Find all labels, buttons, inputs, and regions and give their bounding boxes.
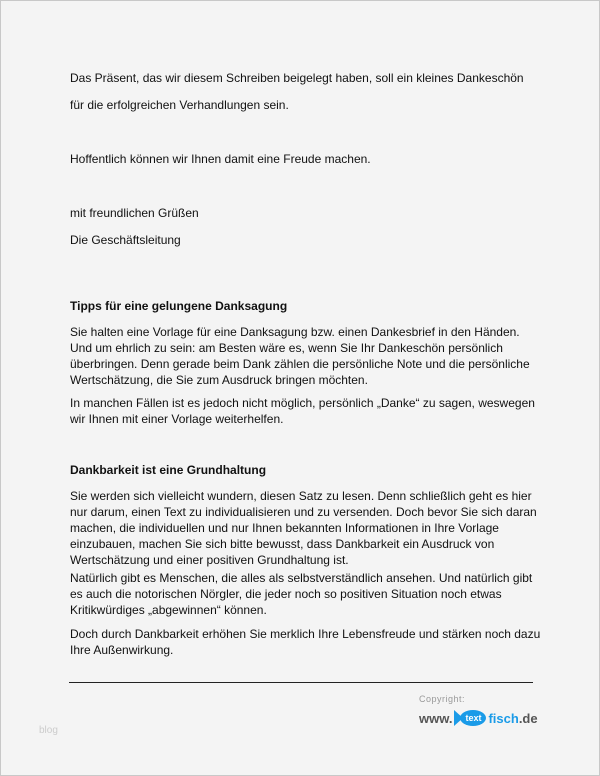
section2-paragraph-1 bbox=[70, 488, 540, 568]
text-line: In manchen Fällen ist es jedoch nicht möglich, persönlich „Danke“ zu sagen, weswegen bbox=[70, 396, 535, 410]
letter-line-1 bbox=[70, 70, 540, 86]
text-line: machen, die individuellen und nur Ihnen bekannten Informationen in Ihre Vorlage bbox=[70, 521, 499, 535]
text-line: Kritikwürdiges „abgewinnen“ können. bbox=[70, 603, 267, 617]
section2-paragraph-3 bbox=[70, 626, 540, 658]
section1-paragraph-2 bbox=[70, 395, 540, 427]
section2-paragraph-2 bbox=[70, 570, 540, 618]
text-line: Hoffentlich können wir Ihnen damit eine Freude machen. bbox=[70, 152, 371, 166]
text-line: Sie werden sich vielleicht wundern, diesen Satz zu lesen. Denn schließlich geht es hier bbox=[70, 489, 532, 503]
text-line: Sie halten eine Vorlage für eine Danksagung bzw. einen Dankesbrief in den Händen. bbox=[70, 325, 520, 339]
text-line: Natürlich gibt es Menschen, die alles als selbstverständlich ansehen. Und natürlich gibt bbox=[70, 571, 533, 585]
text-line: nur darum, einen Text zu individualisieren und zu versenden. Doch bevor Sie sich daran bbox=[70, 505, 537, 519]
copyright-label: Copyright: bbox=[419, 694, 466, 704]
section2-heading bbox=[70, 462, 540, 478]
logo-www: www. bbox=[419, 710, 453, 726]
text-line: Und um ehrlich zu sein: am Besten wäre es, wenn Sie Ihr Dankeschön persönlich bbox=[70, 341, 503, 355]
logo-fisch: fisch bbox=[488, 710, 519, 726]
signature bbox=[70, 232, 540, 248]
text-line: Wertschätzung, die Sie zum Ausdruck bringen möchten. bbox=[70, 373, 368, 387]
heading-text: Tipps für eine gelungene Danksagung bbox=[70, 299, 288, 313]
text-line: Doch durch Dankbarkeit erhöhen Sie merklich Ihre Lebensfreude und stärken noch dazu bbox=[70, 627, 541, 641]
signature-text: Die Geschäftsleitung bbox=[70, 233, 181, 247]
text-line: einzubauen, machen Sie sich bitte bewusst, dass Dankbarkeit ein Ausdruck von bbox=[70, 537, 495, 551]
textfisch-logo bbox=[419, 708, 538, 728]
closing bbox=[70, 205, 540, 221]
watermark: blog bbox=[39, 725, 58, 736]
text-line: Das Präsent, das wir diesem Schreiben beigelegt haben, soll ein kleines Dankeschön bbox=[70, 71, 524, 85]
text-line: Ihre Außenwirkung. bbox=[70, 643, 174, 657]
footer-divider bbox=[69, 682, 533, 683]
closing-text: mit freundlichen Grüßen bbox=[70, 206, 199, 220]
text-line: überbringen. Denn gerade beim Dank zählen die persönliche Note und die persönliche bbox=[70, 357, 530, 371]
text-line: für die erfolgreichen Verhandlungen sein. bbox=[70, 98, 289, 112]
section1-paragraph-1 bbox=[70, 324, 540, 388]
logo-de: .de bbox=[518, 710, 538, 726]
section1-heading bbox=[70, 298, 540, 314]
logo-text: text bbox=[460, 710, 486, 726]
text-line: wir Ihnen mit einer Vorlage weiterhelfen. bbox=[70, 412, 284, 426]
heading-text: Dankbarkeit ist eine Grundhaltung bbox=[70, 463, 267, 477]
text-line: Wertschätzung und einer positiven Grundhaltung ist. bbox=[70, 553, 349, 567]
letter-line-2 bbox=[70, 97, 540, 113]
text-line: es auch die notorischen Nörgler, die jeder noch so positiven Situation noch etwas bbox=[70, 587, 502, 601]
fish-icon bbox=[454, 709, 486, 727]
letter-line-3 bbox=[70, 151, 540, 167]
